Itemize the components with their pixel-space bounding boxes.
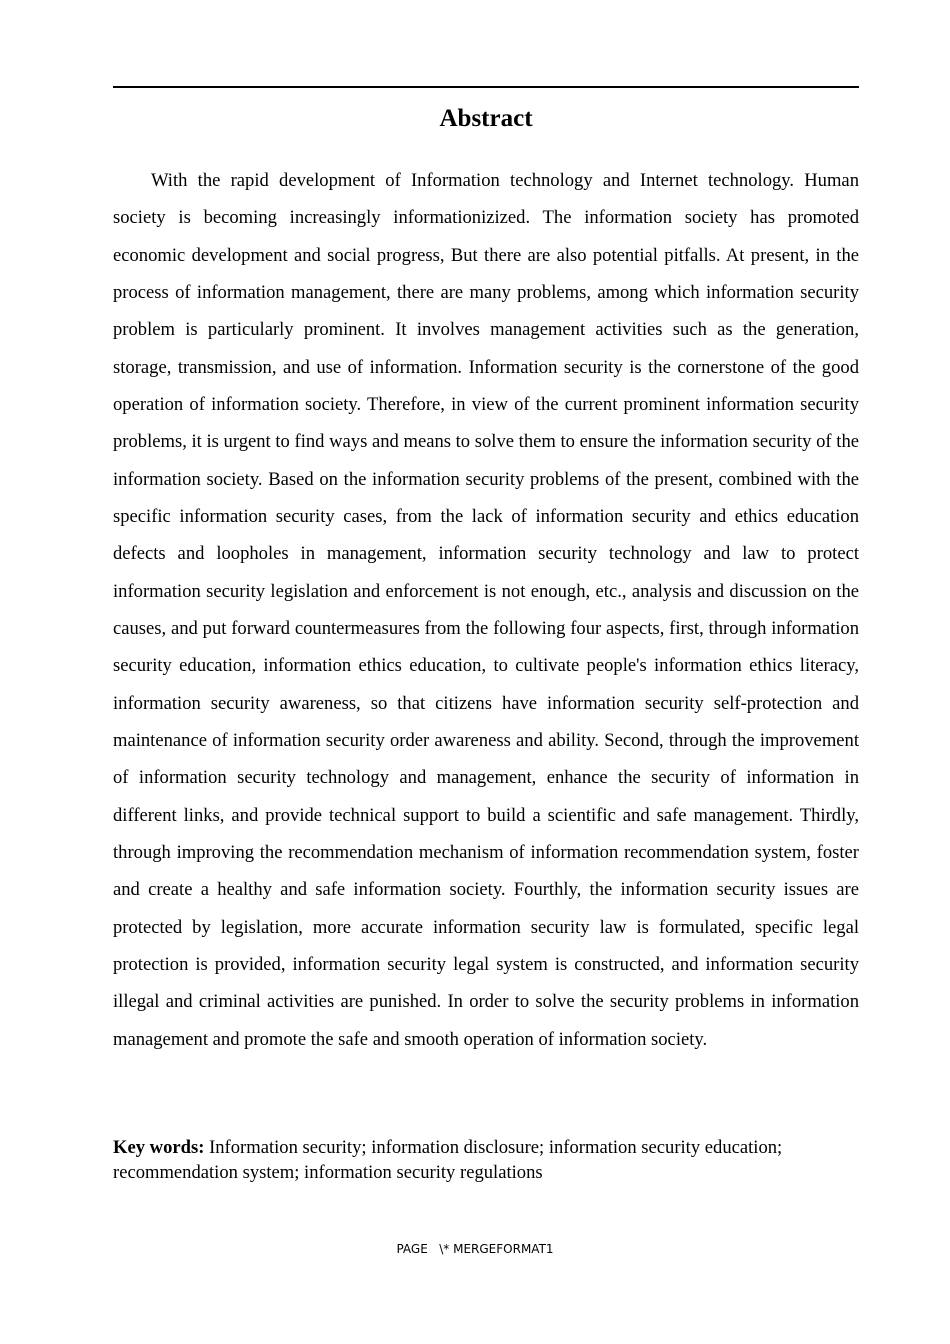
header-rule <box>113 86 859 88</box>
page-number-field: PAGE \* MERGEFORMAT1 <box>396 1242 554 1256</box>
keywords-label: Key words: <box>113 1137 205 1158</box>
abstract-paragraph: With the rapid development of Information technology and Internet technology. Human society is becoming increasingly informationizized. The information society has promoted economic development and social progress, But there are also potential pitfalls. At present, in the process of information management, there are many problems, among which information security problem is particularly prominent. It involves management activities such as the generation, storage, transmission, and use of information. Information security is the cornerstone of the good operation of information society. Therefore, in view of the current prominent information security problems, it is urgent to find ways and means to solve them to ensure the information security of the information society. Based on the information security problems of the present, combined with the specific information security cases, from the lack of information security and ethics education defects and loopholes in management, information security technology and law to protect information security legislation and enforcement is not enough, etc., analysis and discussion on the causes, and put forward countermeasures from the following four aspects, first, through information security education, information ethics education, to cultivate people's information ethics literacy, information security awareness, so that citizens have information security self-protection and maintenance of information security order awareness and ability. Second, through the improvement of information security technology and management, enhance the security of information in different links, and provide technical support to build a scientific and safe management. Thirdly, through improving the recommendation mechanism of information recommendation system, foster and create a healthy and safe information society. Fourthly, the information security issues are protected by legislation, more accurate information security law is formulated, specific legal protection is provided, information security legal system is constructed, and information security illegal and criminal activities are punished. In order to solve the security problems in information management and promote the safe and smooth operation of information society. <box>113 170 859 1050</box>
keywords-list: Information security; information disclosure; information security education; recommendation system; information security regulations <box>113 1137 783 1183</box>
abstract-title: Abstract <box>439 105 533 132</box>
keywords-line <box>113 1135 859 1185</box>
